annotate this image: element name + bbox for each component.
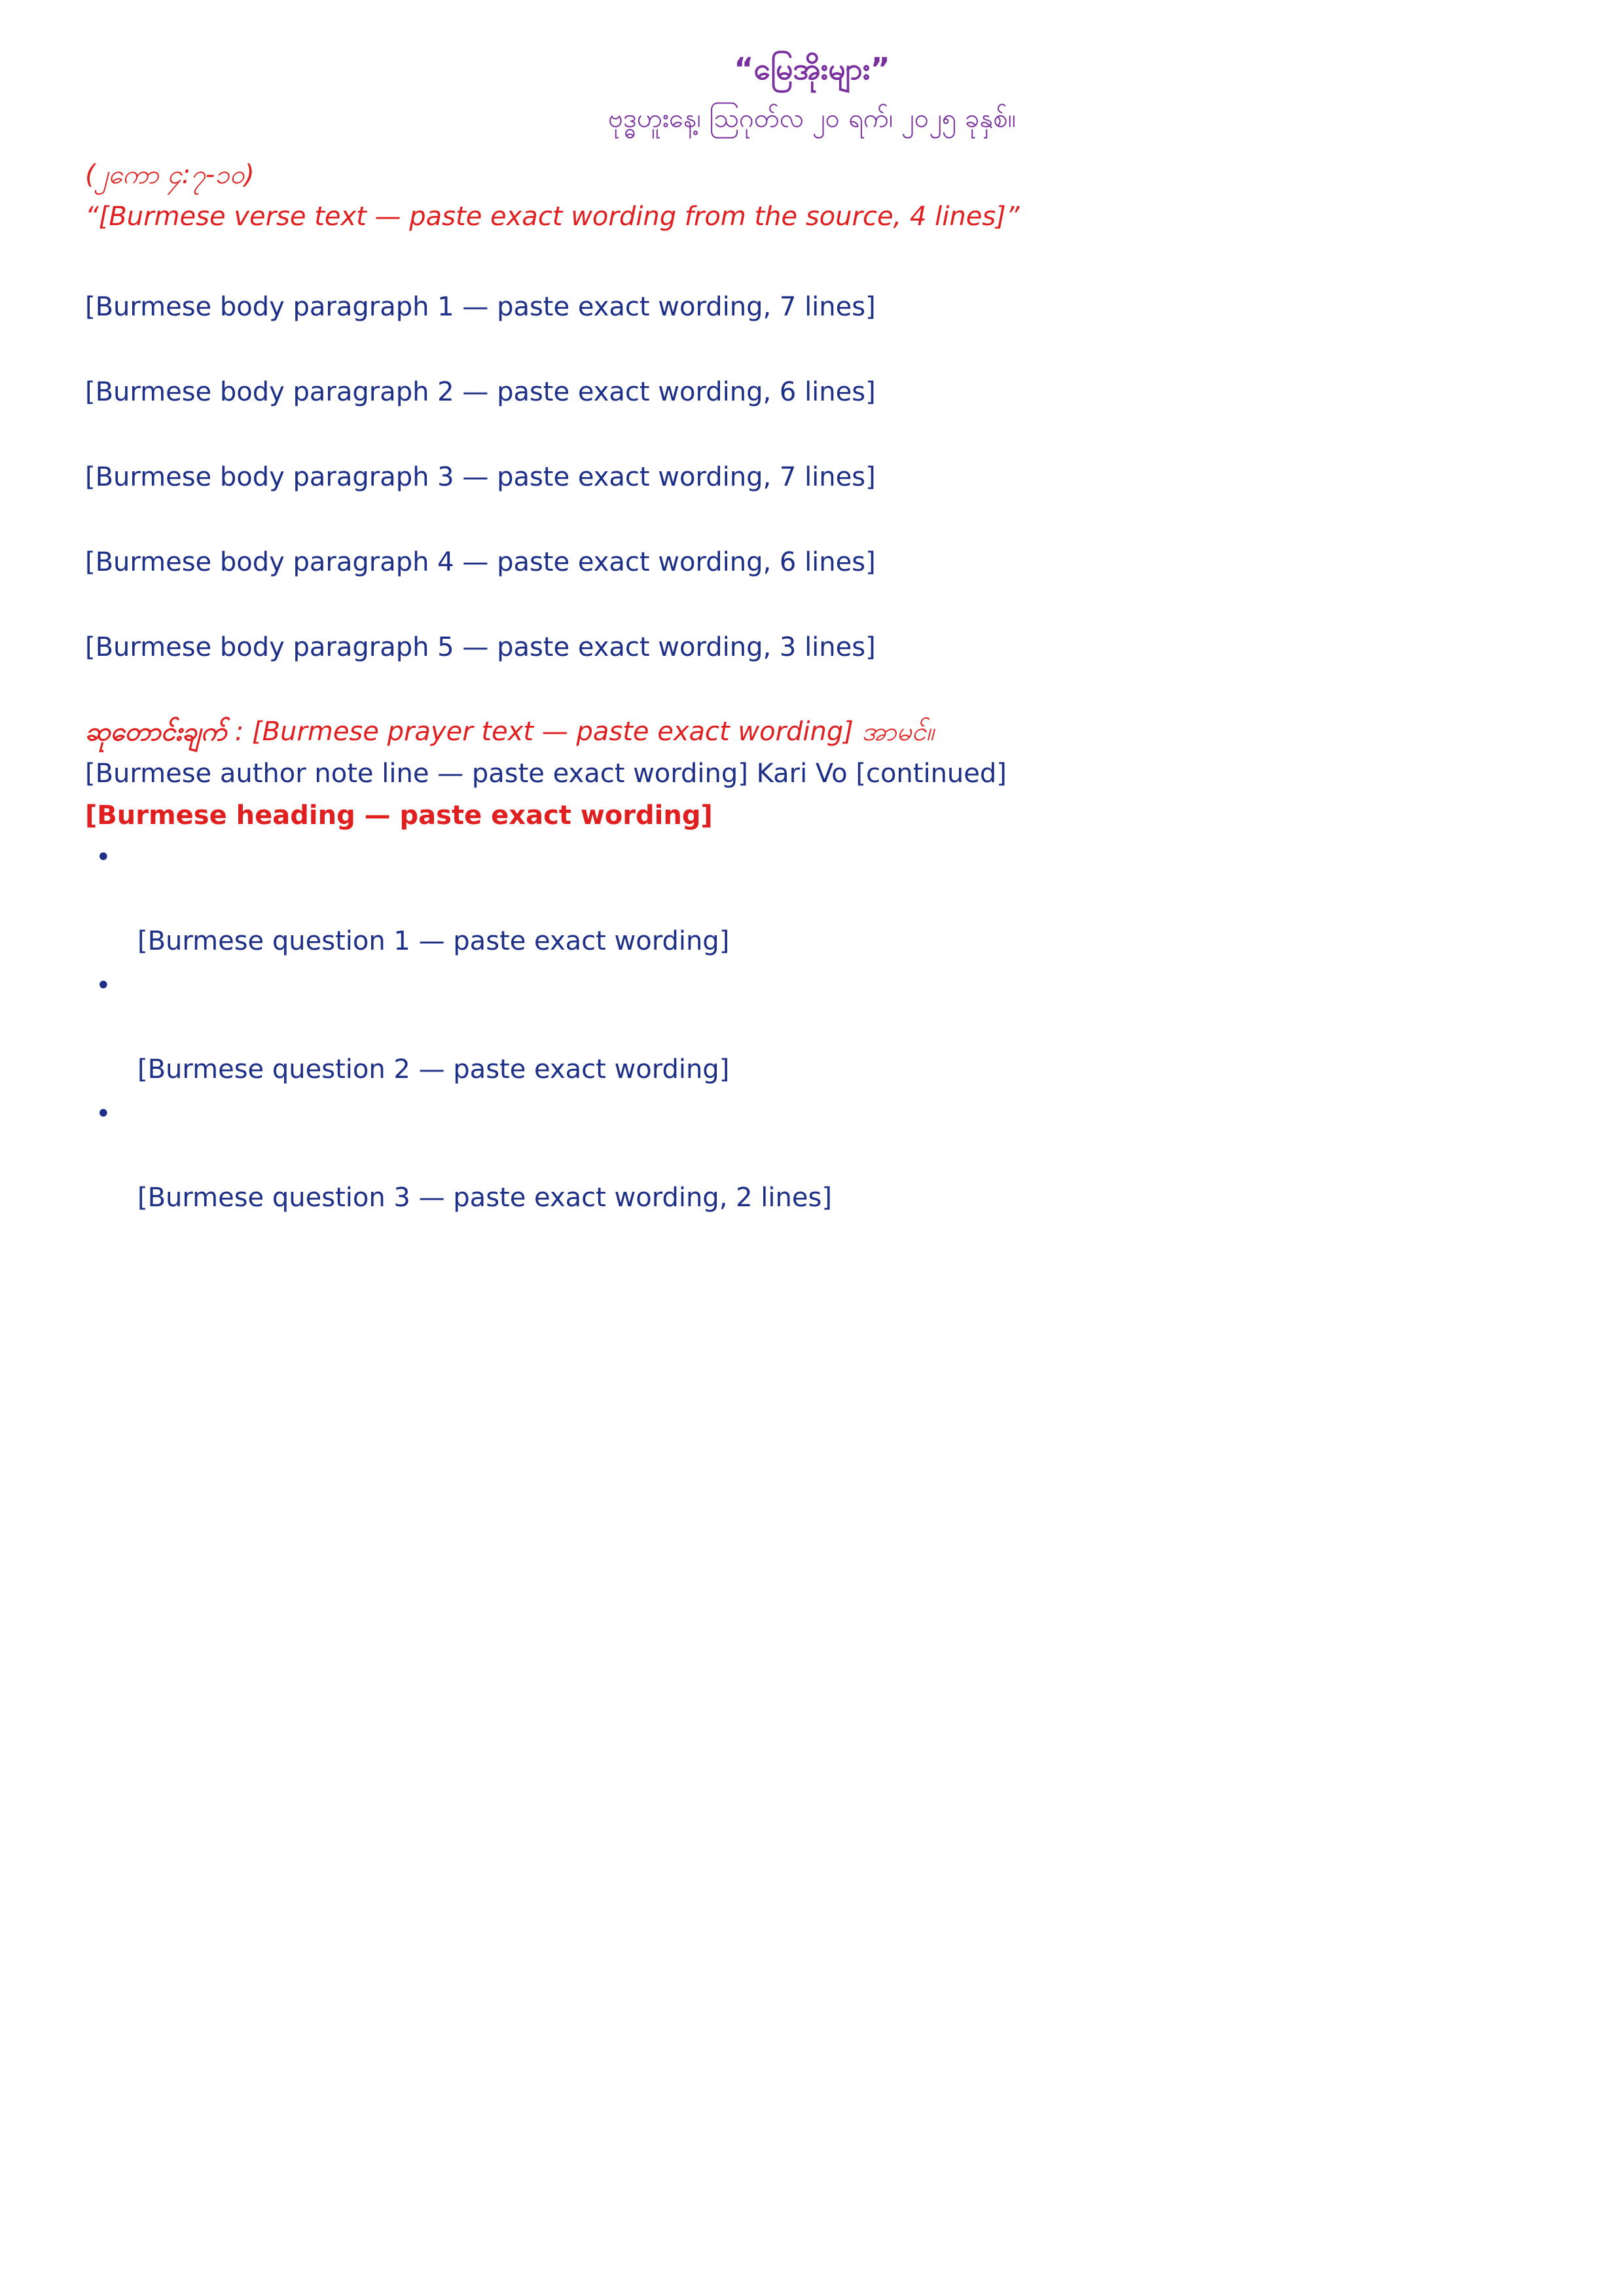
body-paragraph-2: [Burmese body paragraph 2 — paste exact wording, 6 lines] [85, 377, 876, 407]
list-item [85, 1093, 1539, 1219]
questions-list [85, 836, 1539, 1219]
prayer [85, 711, 1539, 753]
bullet-icon: • [96, 1099, 111, 1129]
scripture-reference: (၂ကော ၄:၇-၁၀) [85, 160, 255, 190]
body-paragraph-4: [Burmese body paragraph 4 — paste exact wording, 6 lines] [85, 547, 876, 577]
date-line: ဗုဒ္ဓဟူးနေ့၊ ဩဂုတ်လ ၂၀ ရက်၊ ၂၀၂၅ ခုနှစ်။ [608, 103, 1016, 134]
body-paragraph-1: [Burmese body paragraph 1 — paste exact wording, 7 lines] [85, 292, 876, 322]
prayer-label: ဆုတောင်းချက် [85, 717, 227, 747]
questions-heading: [Burmese heading — paste exact wording] [85, 800, 713, 831]
page-title: “မြေအိုးများ” [734, 51, 890, 86]
question-text: [Burmese question 1 — paste exact wording] [137, 926, 730, 956]
scripture-text: “[Burmese verse text — paste exact wording from the source, 4 lines]” [85, 202, 1020, 232]
body-paragraph-5: [Burmese body paragraph 5 — paste exact wording, 3 lines] [85, 632, 876, 662]
author-note: [Burmese author note line — paste exact wording] Kari Vo [continued] [85, 759, 1007, 789]
list-item [85, 965, 1539, 1090]
bullet-icon: • [96, 971, 111, 1001]
question-text: [Burmese question 3 — paste exact wording, 2 lines] [137, 1183, 832, 1213]
prayer-text: : [Burmese prayer text — paste exact wording] အာမင်။ [234, 717, 934, 747]
list-item [85, 836, 1539, 962]
bullet-icon: • [96, 842, 111, 872]
question-text: [Burmese question 2 — paste exact wording] [137, 1054, 730, 1085]
body-paragraph-3: [Burmese body paragraph 3 — paste exact wording, 7 lines] [85, 462, 876, 492]
